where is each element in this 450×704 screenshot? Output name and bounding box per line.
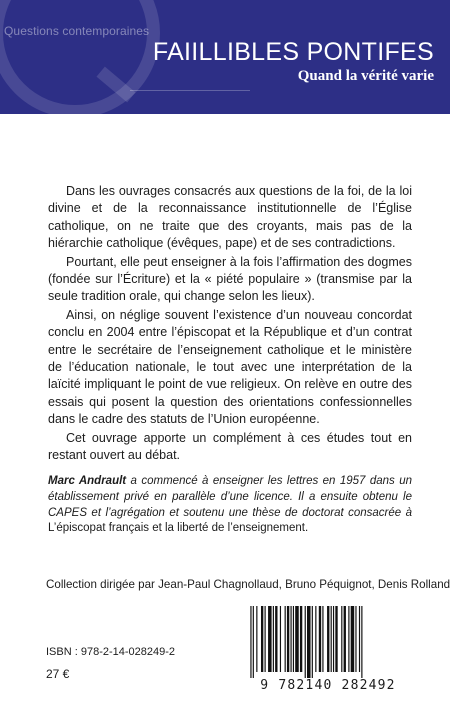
barcode-bar [307,606,311,678]
blurb-paragraph: Ainsi, on néglige souvent l’existence d’un nouveau concordat conclu en 2004 entre l’épiscopat et la République et d’un contrat entre le secrétaire de l’enseignement catholique et le ministère de l’éducation nationale, le tout avec une interprétation de la laïcité impliquant le point de vue religieux. On relève en outre des essais qui posent la question des orientations confessionnelles dans le cadre des statuts de l’Union européenne. [48,307,412,427]
barcode-bar [319,606,321,672]
author-bio [48,474,412,537]
price: 27 € [46,667,70,681]
barcode-bar [268,606,272,672]
blurb-paragraph: Pourtant, elle peut enseigner à la fois l’affirmation des dogmes (fondée sur l’Écriture) et la « piété populaire » (transmise par la seule tradition orale, qui change selon les lieux). [48,254,412,304]
barcode-bar [273,606,274,672]
barcode-bar [290,606,291,672]
bio-text: a commencé à enseigner les lettres en 1957 dans un établissement privé en parallèle d’une licence. Il a ensuite obtenu le CAPES et l’agrégation et soutenu une thèse de doctorat consacrée à [48,475,412,519]
author-name: Marc Andrault [48,475,127,487]
barcode-bar [293,606,294,672]
barcode-bar [295,606,299,672]
barcode-bar [335,606,337,672]
barcode-bar [261,606,263,672]
barcode-bar [280,606,281,672]
barcode-bar [351,606,355,672]
cover-header [0,0,450,114]
barcode-bar [355,606,356,672]
barcode-bars [248,606,408,678]
barcode-bar [341,606,342,672]
barcode-bar [315,606,316,672]
barcode-bar [275,606,277,672]
barcode-bar [287,606,289,672]
barcode-bar [250,606,251,678]
barcode-bar [359,606,360,672]
barcode-bar [285,606,286,672]
barcode-bar [265,606,266,672]
barcode-bar [300,606,302,672]
bio-text-end: . [305,522,309,535]
barcode-bar [348,606,349,672]
barcode-bar [327,606,329,672]
barcode [238,604,418,696]
blurb-paragraph: Cet ouvrage apporte un complément à ces études tout en restant ouvert au débat. [48,430,412,463]
barcode-bar [344,606,346,672]
barcode-bar [253,606,254,678]
blurb [48,183,412,465]
barcode-bar [333,606,334,672]
blurb-paragraph: Dans les ouvrages consacrés aux questions de la foi, de la loi divine et de la reconnaissance institutionnelle de l’Église catholique, on ne traite que des croyants, mais pas de la hiérarchie catholique (évêques, pape) et de ses contradictions. [48,184,412,251]
barcode-bar [361,606,362,678]
book-title: FAIILLIBLES PONTIFES [152,38,434,66]
book-subtitle: Quand la vérité varie [297,68,434,84]
header-divider [130,90,250,91]
collection-q-logo [0,0,160,114]
barcode-bar [305,606,306,678]
barcode-bar [322,606,323,672]
collection-name: Questions contemporaines [4,24,150,38]
barcode-bar [331,606,332,672]
collection-editors: Collection dirigée par Jean-Paul Chagnollaud, Bruno Péquignot, Denis Rolland [46,578,450,591]
bio-book-title: L’épiscopat français et la liberté de l’enseignement [48,522,305,535]
isbn: ISBN : 978-2-14-028249-2 [46,646,176,658]
barcode-bar [312,606,313,678]
barcode-number: 9 782140 282492 [260,678,396,693]
barcode-bar [256,606,257,672]
